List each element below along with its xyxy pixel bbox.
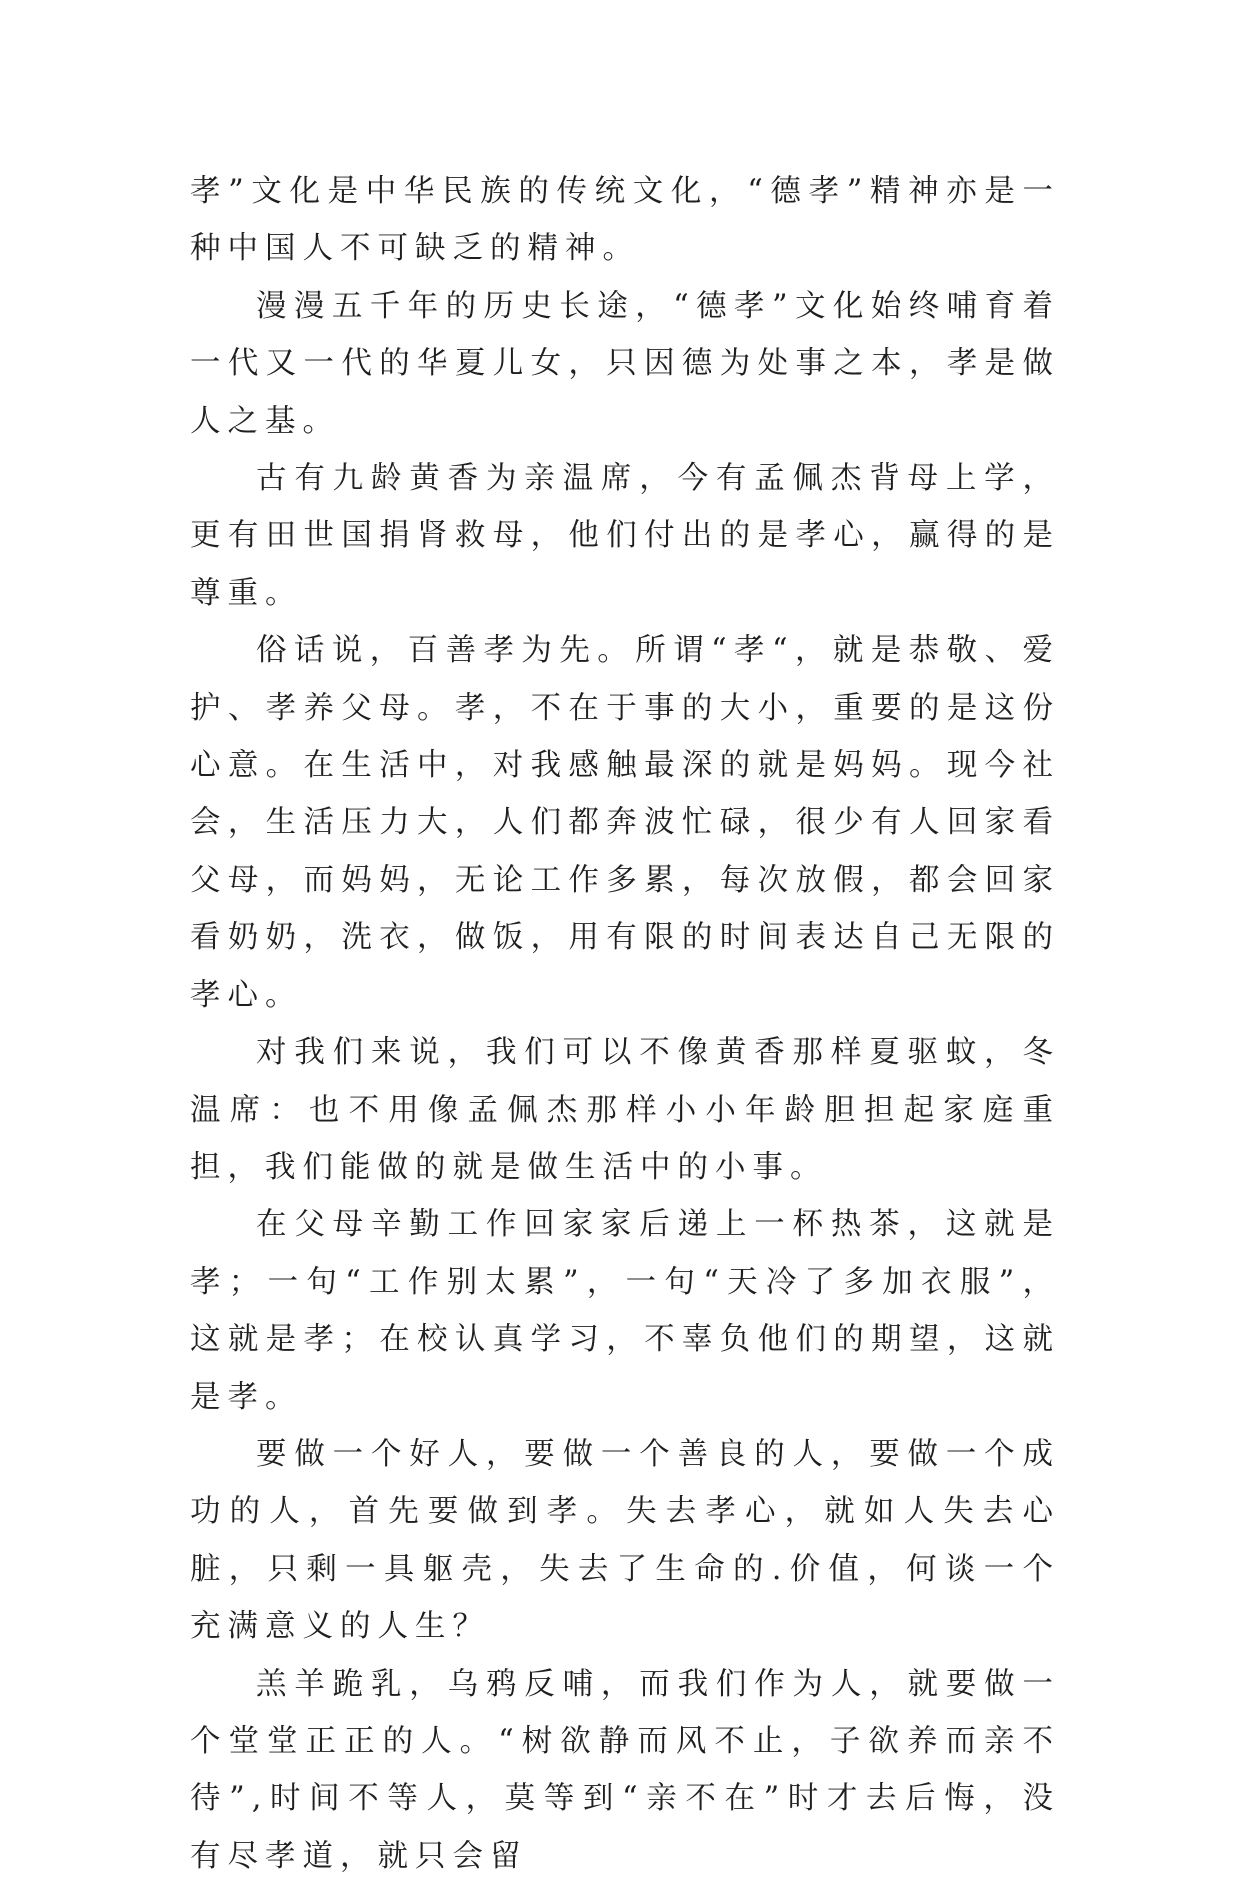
paragraph-3: 古有九龄黄香为亲温席，今有孟佩杰背母上学，更有田世国捐肾救母，他们付出的是孝心，赢得的是尊重。 [190, 461, 1060, 611]
document-body [190, 163, 1060, 1885]
paragraph-7: 要做一个好人，要做一个善良的人，要做一个成功的人，首先要做到孝。失去孝心，就如人失去心脏，只剩一具躯壳，失去了生命的.价值，何谈一个充满意义的人生？ [190, 1436, 1060, 1645]
paragraph-8: 羔羊跪乳，乌鸦反哺，而我们作为人，就要做一个堂堂正正的人。“树欲静而风不止，子欲养而亲不待”,时间不等人，莫等到“亲不在”时才去后悔，没有尽孝道，就只会留 [190, 1666, 1060, 1874]
paragraph-6: 在父母辛勤工作回家家后递上一杯热茶，这就是孝；一句“工作别太累”，一句“天冷了多加衣服”，这就是孝；在校认真学习，不辜负他们的期望，这就是孝。 [190, 1207, 1060, 1415]
paragraph-4: 俗话说，百善孝为先。所谓“孝“，就是恭敬、爱护、孝养父母。孝，不在于事的大小，重要的是这份心意。在生活中，对我感触最深的就是妈妈。现今社会，生活压力大，人们都奔波忙碌，很少有人回家看父母，而妈妈，无论工作多累，每次放假，都会回家看奶奶，洗衣，做饭，用有限的时间表达自己无限的孝心。 [190, 633, 1060, 1013]
paragraph-2: 漫漫五千年的历史长途，“德孝”文化始终哺育着一代又一代的华夏儿女，只因德为处事之本，孝是做人之基。 [190, 288, 1060, 439]
paragraph-1: 孝”文化是中华民族的传统文化，“德孝”精神亦是一种中国人不可缺乏的精神。 [190, 174, 1060, 267]
paragraph-5: 对我们来说，我们可以不像黄香那样夏驱蚊，冬温席：也不用像孟佩杰那样小小年龄胆担起家庭重担，我们能做的就是做生活中的小事。 [190, 1035, 1060, 1185]
